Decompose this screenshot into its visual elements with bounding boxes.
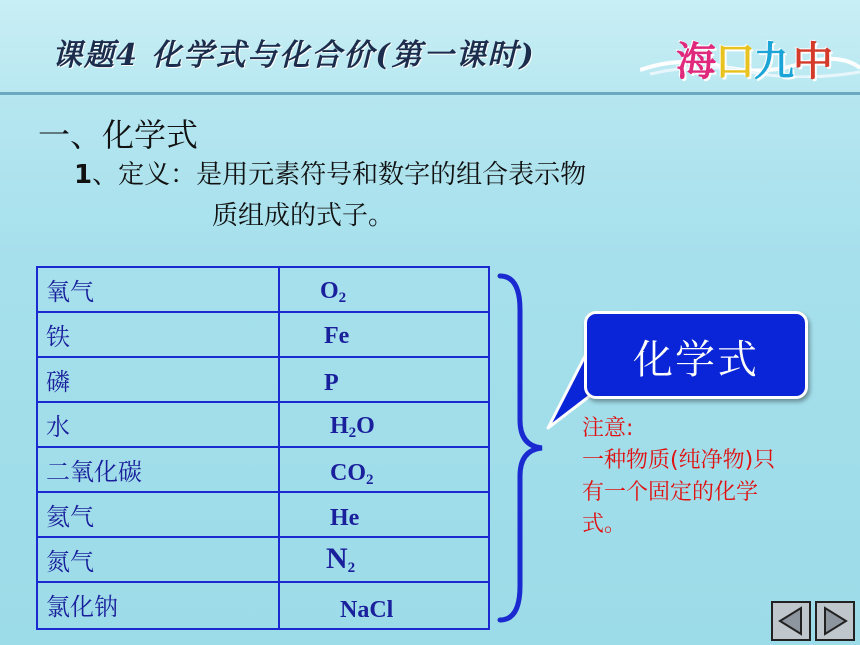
callout-label: 化学式 — [633, 337, 759, 383]
definition-number: 1 — [74, 160, 93, 190]
table-row — [38, 538, 488, 583]
table-row — [38, 313, 488, 358]
formula-table — [36, 266, 490, 630]
substance-name: 氦气 — [46, 503, 94, 531]
substance-name: 氧气 — [46, 278, 94, 306]
substance-name: 氮气 — [46, 548, 94, 576]
table-row — [38, 358, 488, 403]
chemical-formula: P — [324, 370, 339, 396]
chemical-formula: He — [330, 505, 360, 531]
definition-line-1: 1、定义：是用元素符号和数字的组合表示物 — [74, 160, 587, 190]
table-row — [38, 403, 488, 448]
section-heading: 一、化学式 — [38, 116, 199, 154]
definition-line-2: 质组成的式子。 — [212, 201, 395, 231]
chemical-formula: $H_2O$ — [330, 413, 375, 441]
substance-name: 二氧化碳 — [46, 458, 142, 486]
substance-name: 磷 — [46, 368, 70, 396]
note-block — [582, 413, 792, 541]
callout-box — [584, 311, 808, 399]
triangle-left-icon — [773, 603, 809, 639]
substance-name: 水 — [46, 413, 70, 441]
chemical-formula: Fe — [324, 323, 350, 349]
school-logo: 海口九中 — [676, 39, 832, 85]
triangle-right-icon — [817, 603, 853, 639]
chemical-formula: $O_2$ — [320, 278, 347, 306]
header-divider — [0, 92, 860, 95]
substance-name: 氯化钠 — [46, 593, 118, 621]
chemical-formula: $N_2$ — [326, 542, 356, 576]
previous-slide-button[interactable] — [771, 601, 811, 641]
table-row — [38, 583, 488, 628]
next-slide-button[interactable] — [815, 601, 855, 641]
note-title: 注意: — [582, 416, 634, 441]
chemical-formula: NaCl — [340, 597, 394, 623]
table-row — [38, 493, 488, 538]
lesson-title: 课题4 化学式与化合价(第一课时) — [52, 38, 536, 73]
note-body: 一种物质(纯净物)只有一个固定的化学式。 — [582, 448, 776, 537]
substance-name: 铁 — [46, 323, 70, 351]
table-row — [38, 448, 488, 493]
curly-brace — [494, 270, 550, 626]
chemical-formula: $CO_2$ — [330, 460, 374, 488]
table-row — [38, 268, 488, 313]
